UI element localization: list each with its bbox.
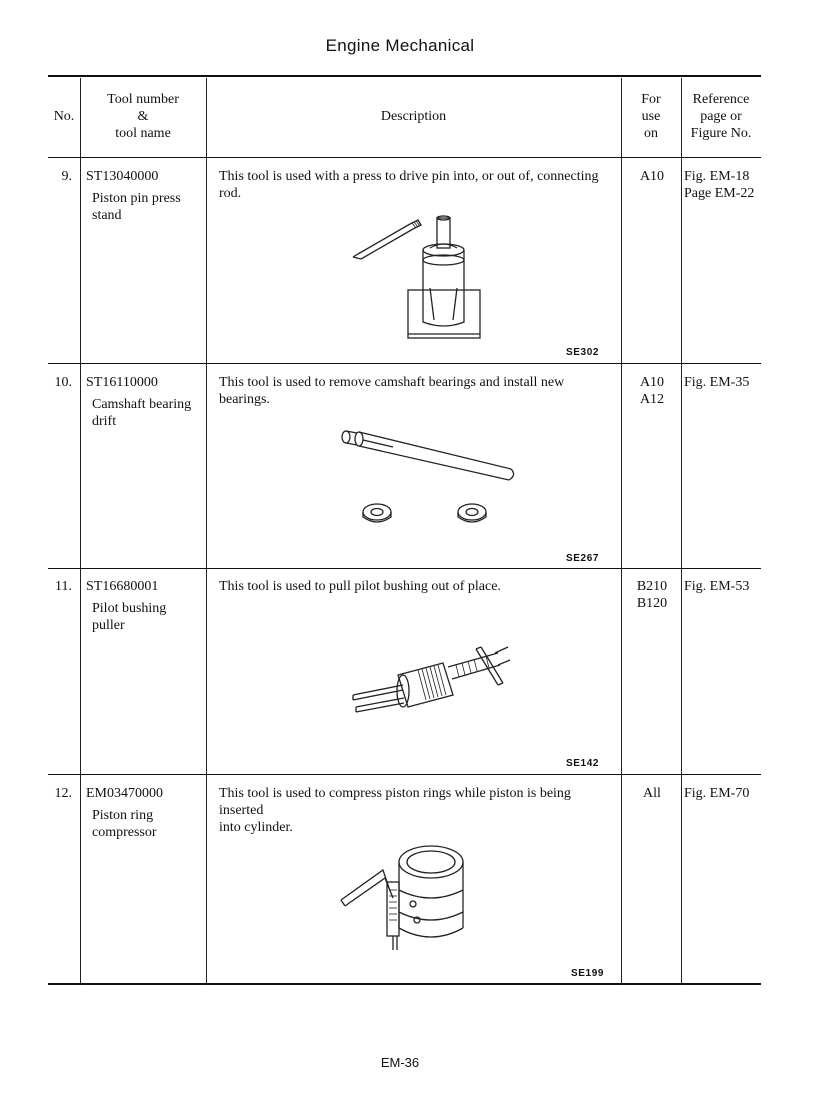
use-on: [623, 578, 681, 612]
col-header-tool-line: Tool number: [107, 92, 179, 107]
tool-number: ST16110000: [86, 375, 158, 390]
use-on-value: All: [643, 786, 661, 801]
col-header-use-line: on: [644, 126, 658, 141]
use-on-value: B210: [636, 579, 668, 594]
tool-name-line: stand: [92, 208, 122, 223]
col-header-tool-line: &: [137, 109, 149, 124]
tool-name: [92, 190, 212, 224]
description: [219, 374, 614, 408]
description: [219, 785, 614, 836]
row-number: 11.: [55, 579, 72, 594]
row-number: 9.: [61, 169, 72, 184]
page-number: EM-36: [380, 1055, 420, 1070]
tool-name-line: puller: [92, 618, 125, 633]
piston-pin-press-stand-illustration: [348, 210, 498, 350]
use-on: [623, 785, 681, 802]
col-header-reference-line: Figure No.: [690, 126, 752, 141]
figure-label: SE142: [566, 758, 600, 769]
description-line: This tool is used to remove camshaft bearings and install new bearings.: [219, 375, 565, 407]
tool-name-line: drift: [92, 414, 117, 429]
camshaft-bearing-drift-illustration: [333, 420, 523, 535]
reference: [684, 578, 762, 595]
tool-name-line: Pilot bushing: [92, 601, 167, 616]
pilot-bushing-puller-illustration: [348, 645, 513, 720]
reference: [684, 168, 762, 202]
tool-name-line: Camshaft bearing: [92, 397, 192, 412]
piston-ring-compressor-illustration: [333, 840, 473, 955]
row-divider: [48, 568, 761, 569]
col-header-use-line: For: [641, 92, 661, 107]
description: [219, 578, 614, 595]
reference-value: Fig. EM-18: [684, 169, 750, 184]
col-header-use-line: use: [641, 109, 661, 124]
table-bottom-rule: [48, 983, 761, 985]
tool-number: EM03470000: [86, 786, 163, 801]
tool-name-line: compressor: [92, 825, 157, 840]
column-divider: [681, 78, 682, 985]
figure-label: SE302: [566, 347, 600, 358]
description-line: into cylinder.: [219, 820, 293, 835]
use-on: [623, 374, 681, 408]
use-on-value: B120: [636, 596, 668, 611]
reference-value: Fig. EM-70: [684, 786, 750, 801]
figure-label: SE267: [566, 553, 600, 564]
reference-value: Fig. EM-53: [684, 579, 750, 594]
reference: [684, 785, 762, 802]
use-on-value: A12: [639, 392, 665, 407]
row-divider: [48, 774, 761, 775]
tool-name: [92, 807, 212, 841]
row-number: 12.: [54, 786, 72, 801]
reference-value: Fig. EM-35: [684, 375, 750, 390]
col-header-tool: [80, 91, 206, 142]
description: [219, 168, 614, 202]
tool-name: [92, 396, 212, 430]
description-line: This tool is used to compress piston rings while piston is being inserted: [219, 786, 571, 818]
reference: [684, 374, 762, 391]
description-line: This tool is used to pull pilot bushing out of place.: [219, 579, 501, 594]
column-divider: [80, 78, 81, 985]
col-header-tool-line: tool name: [115, 126, 171, 141]
column-divider: [621, 78, 622, 985]
col-header-use: [621, 91, 681, 142]
tool-name-line: Piston pin press: [92, 191, 181, 206]
row-number: 10.: [54, 375, 72, 390]
table-top-rule: [48, 75, 761, 77]
use-on: [623, 168, 681, 185]
col-header-reference: [681, 91, 761, 142]
tool-number: ST13040000: [86, 169, 159, 184]
row-divider: [48, 363, 761, 364]
col-header-reference-line: page or: [700, 109, 742, 124]
use-on-value: A10: [639, 375, 665, 390]
page-title: Engine Mechanical: [325, 36, 475, 55]
header-bottom-rule: [48, 157, 761, 158]
reference-value: Page EM-22: [684, 186, 755, 201]
col-header-description: Description: [380, 109, 447, 124]
tool-name: [92, 600, 212, 634]
description-line: This tool is used with a press to drive pin into, or out of, connecting: [219, 169, 599, 184]
tool-table: [48, 75, 761, 985]
col-header-reference-line: Reference: [692, 92, 750, 107]
use-on-value: A10: [639, 169, 665, 184]
tool-name-line: Piston ring: [92, 808, 154, 823]
tool-number: ST16680001: [86, 579, 159, 594]
description-line: rod.: [219, 186, 242, 201]
figure-label: SE199: [571, 968, 605, 979]
col-header-no: No.: [53, 109, 75, 124]
